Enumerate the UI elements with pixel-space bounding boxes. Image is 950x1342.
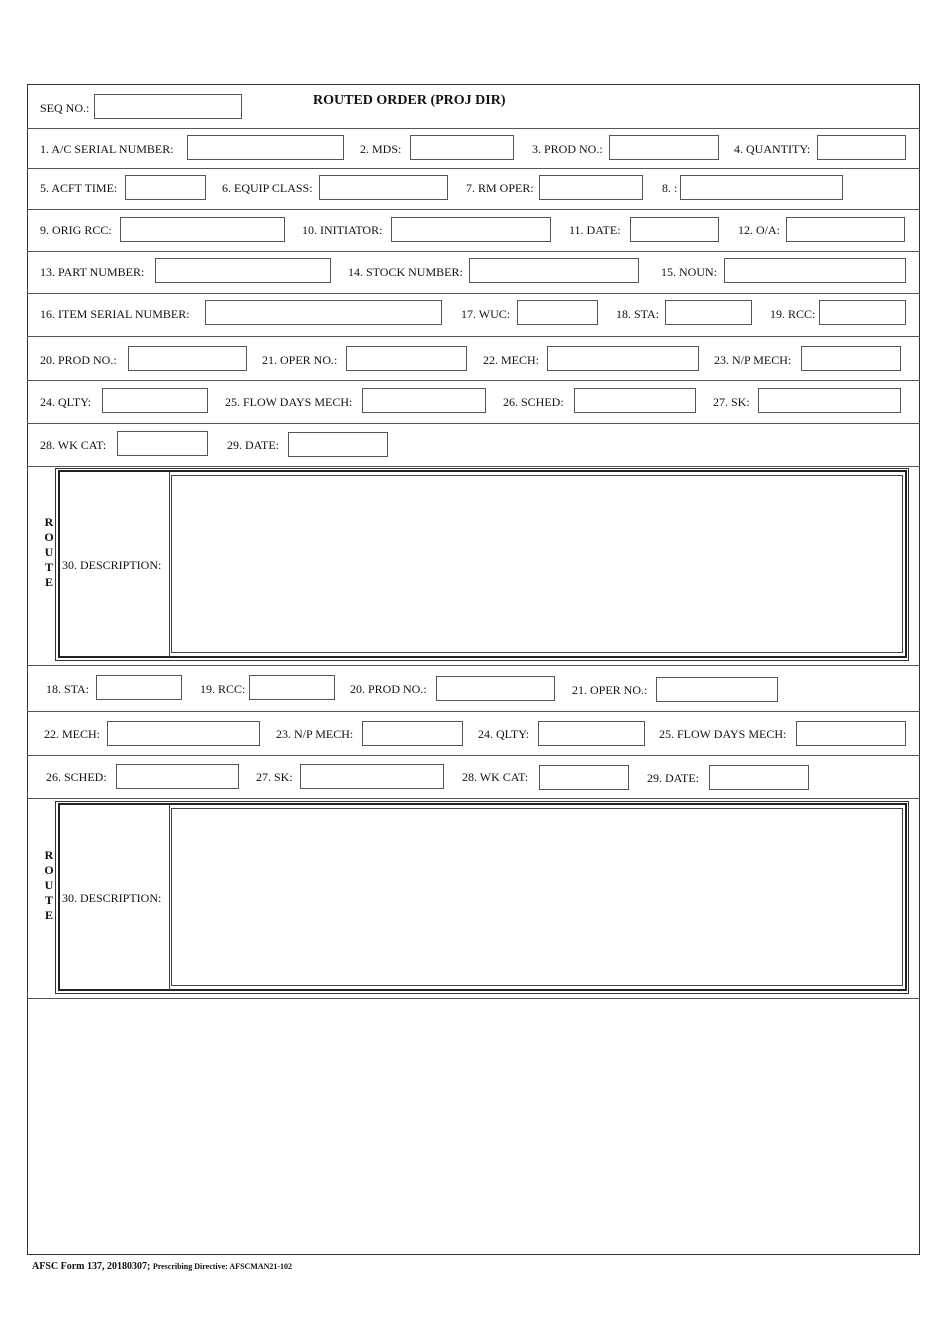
row-divider [27,711,920,712]
sta-input[interactable] [665,300,752,325]
mech-input-2[interactable] [107,721,260,746]
row-divider [27,168,920,169]
route-letter: E [44,575,53,589]
row-divider [27,336,920,337]
sta-input-2[interactable] [96,675,182,700]
date-input-3[interactable] [709,765,809,790]
sk-label-2: 27. SK: [256,770,293,784]
description-label: 30. DESCRIPTION: [62,558,162,572]
mds-input[interactable] [410,135,514,160]
row-divider [27,998,920,999]
ac-serial-number-label: 1. A/C SERIAL NUMBER: [40,142,174,156]
item-serial-number-input[interactable] [205,300,442,325]
sched-label: 26. SCHED: [503,395,564,409]
date-label-3: 29. DATE: [647,771,699,785]
mech-label: 22. MECH: [483,353,540,367]
rcc-input-2[interactable] [249,675,335,700]
route-letter: U [44,545,54,559]
mds-label: 2. MDS: [360,142,402,156]
sched-input[interactable] [574,388,696,413]
qlty-input[interactable] [102,388,208,413]
oper-no-input-2[interactable] [656,677,778,702]
wuc-input[interactable] [517,300,598,325]
row-divider [27,466,920,467]
qlty-label: 24. QLTY: [40,395,92,409]
oa-label: 12. O/A: [738,223,780,237]
rm-oper-label: 7. RM OPER: [466,181,534,195]
oper-no-label: 21. OPER NO.: [262,353,338,367]
acft-time-input[interactable] [125,175,206,200]
prod-no-label: 3. PROD NO.: [532,142,603,156]
route-letter: O [44,530,54,544]
rm-oper-input[interactable] [539,175,643,200]
orig-rcc-input[interactable] [120,217,285,242]
field-8-label: 8. : [662,181,678,195]
route-column-divider [169,472,170,657]
row-divider [27,423,920,424]
quantity-label: 4. QUANTITY: [734,142,811,156]
description-textarea-2[interactable] [171,808,903,986]
row-divider [27,798,920,799]
field-8-input[interactable] [680,175,843,200]
row-divider [27,128,920,129]
form-footer [32,1261,292,1272]
seq-no-input[interactable] [94,94,242,119]
sk-input-2[interactable] [300,764,444,789]
date-label-2: 29. DATE: [227,438,279,452]
route-vertical-label [43,515,55,590]
prod-no-input-3[interactable] [436,676,555,701]
wk-cat-label: 28. WK CAT: [40,438,107,452]
flow-days-mech-input[interactable] [362,388,486,413]
row-divider [27,755,920,756]
initiator-label: 10. INITIATOR: [302,223,383,237]
part-number-label: 13. PART NUMBER: [40,265,145,279]
date-input-2[interactable] [288,432,388,457]
rcc-input[interactable] [819,300,906,325]
oa-input[interactable] [786,217,905,242]
route-letter: R [44,848,54,862]
sched-input-2[interactable] [116,764,239,789]
row-divider [27,665,920,666]
item-serial-number-label: 16. ITEM SERIAL NUMBER: [40,307,190,321]
wuc-label: 17. WUC: [461,307,511,321]
equip-class-label: 6. EQUIP CLASS: [222,181,313,195]
prod-no-label-2: 20. PROD NO.: [40,353,117,367]
form-id: AFSC Form 137, 20180307; [32,1261,151,1272]
date-label: 11. DATE: [569,223,621,237]
np-mech-input-2[interactable] [362,721,463,746]
sta-label-2: 18. STA: [46,682,90,696]
ac-serial-number-input[interactable] [187,135,344,160]
route-vertical-label-2 [43,848,55,923]
stock-number-label: 14. STOCK NUMBER: [348,265,463,279]
wk-cat-label-2: 28. WK CAT: [462,770,529,784]
prescribing-directive: Prescribing Directive: AFSCMAN21-102 [152,1262,293,1271]
np-mech-label-2: 23. N/P MECH: [276,727,354,741]
row-divider [27,293,920,294]
acft-time-label: 5. ACFT TIME: [40,181,118,195]
row-divider [27,251,920,252]
description-textarea[interactable] [171,475,903,653]
row-divider [27,380,920,381]
sched-label-2: 26. SCHED: [46,770,107,784]
route-letter: U [44,878,54,892]
route-column-divider-2 [169,805,170,990]
noun-input[interactable] [724,258,906,283]
wk-cat-input-2[interactable] [539,765,629,790]
sk-label: 27. SK: [713,395,750,409]
flow-days-mech-label-2: 25. FLOW DAYS MECH: [659,727,787,741]
mech-label-2: 22. MECH: [44,727,101,741]
equip-class-input[interactable] [319,175,448,200]
oper-no-input[interactable] [346,346,467,371]
quantity-input[interactable] [817,135,906,160]
mech-input[interactable] [547,346,699,371]
stock-number-input[interactable] [469,258,639,283]
date-input[interactable] [630,217,719,242]
initiator-input[interactable] [391,217,551,242]
sta-label: 18. STA: [616,307,660,321]
np-mech-label: 23. N/P MECH: [714,353,792,367]
route-letter: T [44,893,53,907]
route-letter: R [44,515,54,529]
oper-no-label-2: 21. OPER NO.: [572,683,648,697]
flow-days-mech-label: 25. FLOW DAYS MECH: [225,395,353,409]
rcc-label-2: 19. RCC: [200,682,246,696]
noun-label: 15. NOUN: [661,265,717,279]
seq-no-label: SEQ NO.: [40,101,90,115]
row-divider [27,209,920,210]
flow-days-mech-input-2[interactable] [796,721,906,746]
route-letter: T [44,560,53,574]
sk-input[interactable] [758,388,901,413]
prod-no-input-2[interactable] [128,346,247,371]
part-number-input[interactable] [155,258,331,283]
qlty-label-2: 24. QLTY: [478,727,530,741]
orig-rcc-label: 9. ORIG RCC: [40,223,112,237]
np-mech-input[interactable] [801,346,901,371]
rcc-label: 19. RCC: [770,307,816,321]
prod-no-input[interactable] [609,135,719,160]
prod-no-label-3: 20. PROD NO.: [350,682,427,696]
qlty-input-2[interactable] [538,721,645,746]
wk-cat-input[interactable] [117,431,208,456]
route-letter: E [44,908,53,922]
description-label-2: 30. DESCRIPTION: [62,891,162,905]
form-title: ROUTED ORDER (PROJ DIR) [313,93,506,108]
route-letter: O [44,863,54,877]
